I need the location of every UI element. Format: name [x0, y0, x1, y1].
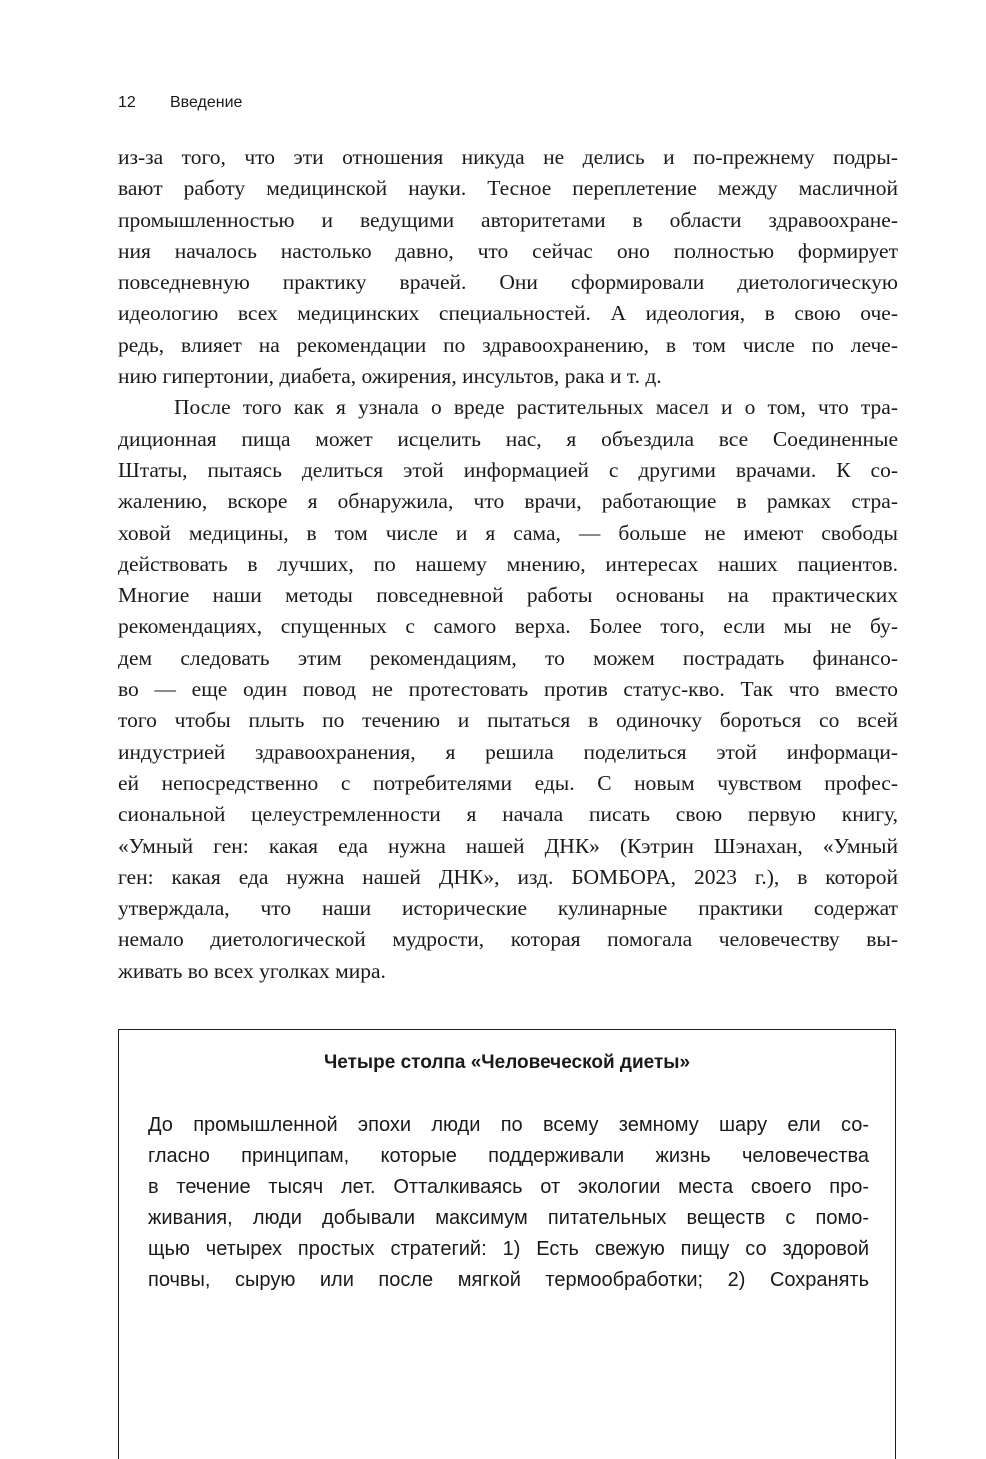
- paragraph: [118, 392, 898, 987]
- text-line: После того как я узнала о вреде растительных масел и о том, что тра-: [174, 395, 898, 420]
- text-line: идеологию всех медицинских специальностей. А идеология, в свою оче-: [118, 301, 898, 326]
- text-line: индустрией здравоохранения, я решила поделиться этой информаци-: [118, 739, 898, 764]
- text-line: утверждала, что наши исторические кулинарные практики содержат: [118, 896, 898, 921]
- text-line: промышленностью и ведущими авторитетами в области здравоохране-: [118, 207, 898, 232]
- text-line: диционная пища может исцелить нас, я объездила все Соединенные: [118, 426, 898, 451]
- text-line: ей непосредственно с потребителями еды. С новым чувством профес-: [118, 770, 898, 795]
- text-line: живать во всех уголках мира.: [118, 958, 386, 983]
- text-line: дем следовать этим рекомендациям, то можем пострадать финансо-: [118, 645, 898, 670]
- text-line: во — еще один повод не протестовать против статус-кво. Так что вместо: [118, 677, 898, 702]
- page-number: 12: [118, 94, 136, 111]
- sidebar-box: [118, 1029, 896, 1459]
- sidebar-box-text: [148, 1110, 869, 1296]
- paragraph: [118, 142, 898, 392]
- text-line: рекомендациях, спущенных с самого верха. Более того, если мы не бу-: [118, 614, 898, 639]
- text-line: вают работу медицинской науки. Тесное переплетение между масличной: [118, 176, 898, 201]
- text-line: редь, влияет на рекомендации по здравоохранению, в том числе по лече-: [118, 332, 898, 357]
- text-line: нию гипертонии, диабета, ожирения, инсультов, рака и т. д.: [118, 364, 662, 389]
- text-line: повседневную практику врачей. Они сформировали диетологическую: [118, 270, 898, 295]
- text-line: ген: какая еда нужна нашей ДНК», изд. БОМБОРА, 2023 г.), в которой: [118, 864, 898, 889]
- sidebar-box-title: Четыре столпа «Человеческой диеты»: [323, 1052, 691, 1073]
- text-line: сиональной целеустремленности я начала писать свою первую книгу,: [118, 802, 898, 827]
- text-line: щью четырех простых стратегий: 1) Есть свежую пищу со здоровой: [148, 1238, 869, 1260]
- text-line: того чтобы плыть по течению и пытаться в одиночку бороться со всей: [118, 708, 898, 733]
- text-line: почвы, сырую или после мягкой термообработки; 2) Сохранять: [148, 1269, 869, 1291]
- text-line: До промышленной эпохи люди по всему земному шару ели со-: [148, 1114, 869, 1136]
- text-line: из-за того, что эти отношения никуда не делись и по-прежнему подры-: [118, 145, 898, 169]
- text-line: гласно принципам, которые поддерживали жизнь человечества: [148, 1145, 869, 1167]
- text-line: немало диетологической мудрости, которая помогала человечеству вы-: [118, 927, 898, 952]
- text-line: жалению, вскоре я обнаружила, что врачи, работающие в рамках стра-: [118, 489, 898, 514]
- text-line: «Умный ген: какая еда нужна нашей ДНК» (Кэтрин Шэнахан, «Умный: [118, 833, 898, 858]
- text-line: ховой медицины, в том числе и я сама, — больше не имеют свободы: [118, 520, 898, 545]
- text-line: действовать в лучших, по нашему мнению, интересах наших пациентов.: [118, 551, 898, 576]
- section-title: Введение: [170, 94, 243, 111]
- body-text: [118, 142, 898, 987]
- text-line: живания, люди добывали максимум питательных веществ с помо-: [148, 1207, 869, 1229]
- text-line: ния началось настолько давно, что сейчас оно полностью формирует: [118, 238, 898, 263]
- text-line: Штаты, пытаясь делиться этой информацией с другими врачами. К со-: [118, 457, 898, 482]
- text-line: Многие наши методы повседневной работы основаны на практических: [118, 583, 898, 608]
- text-line: в течение тысяч лет. Отталкиваясь от экологии места своего про-: [148, 1176, 869, 1198]
